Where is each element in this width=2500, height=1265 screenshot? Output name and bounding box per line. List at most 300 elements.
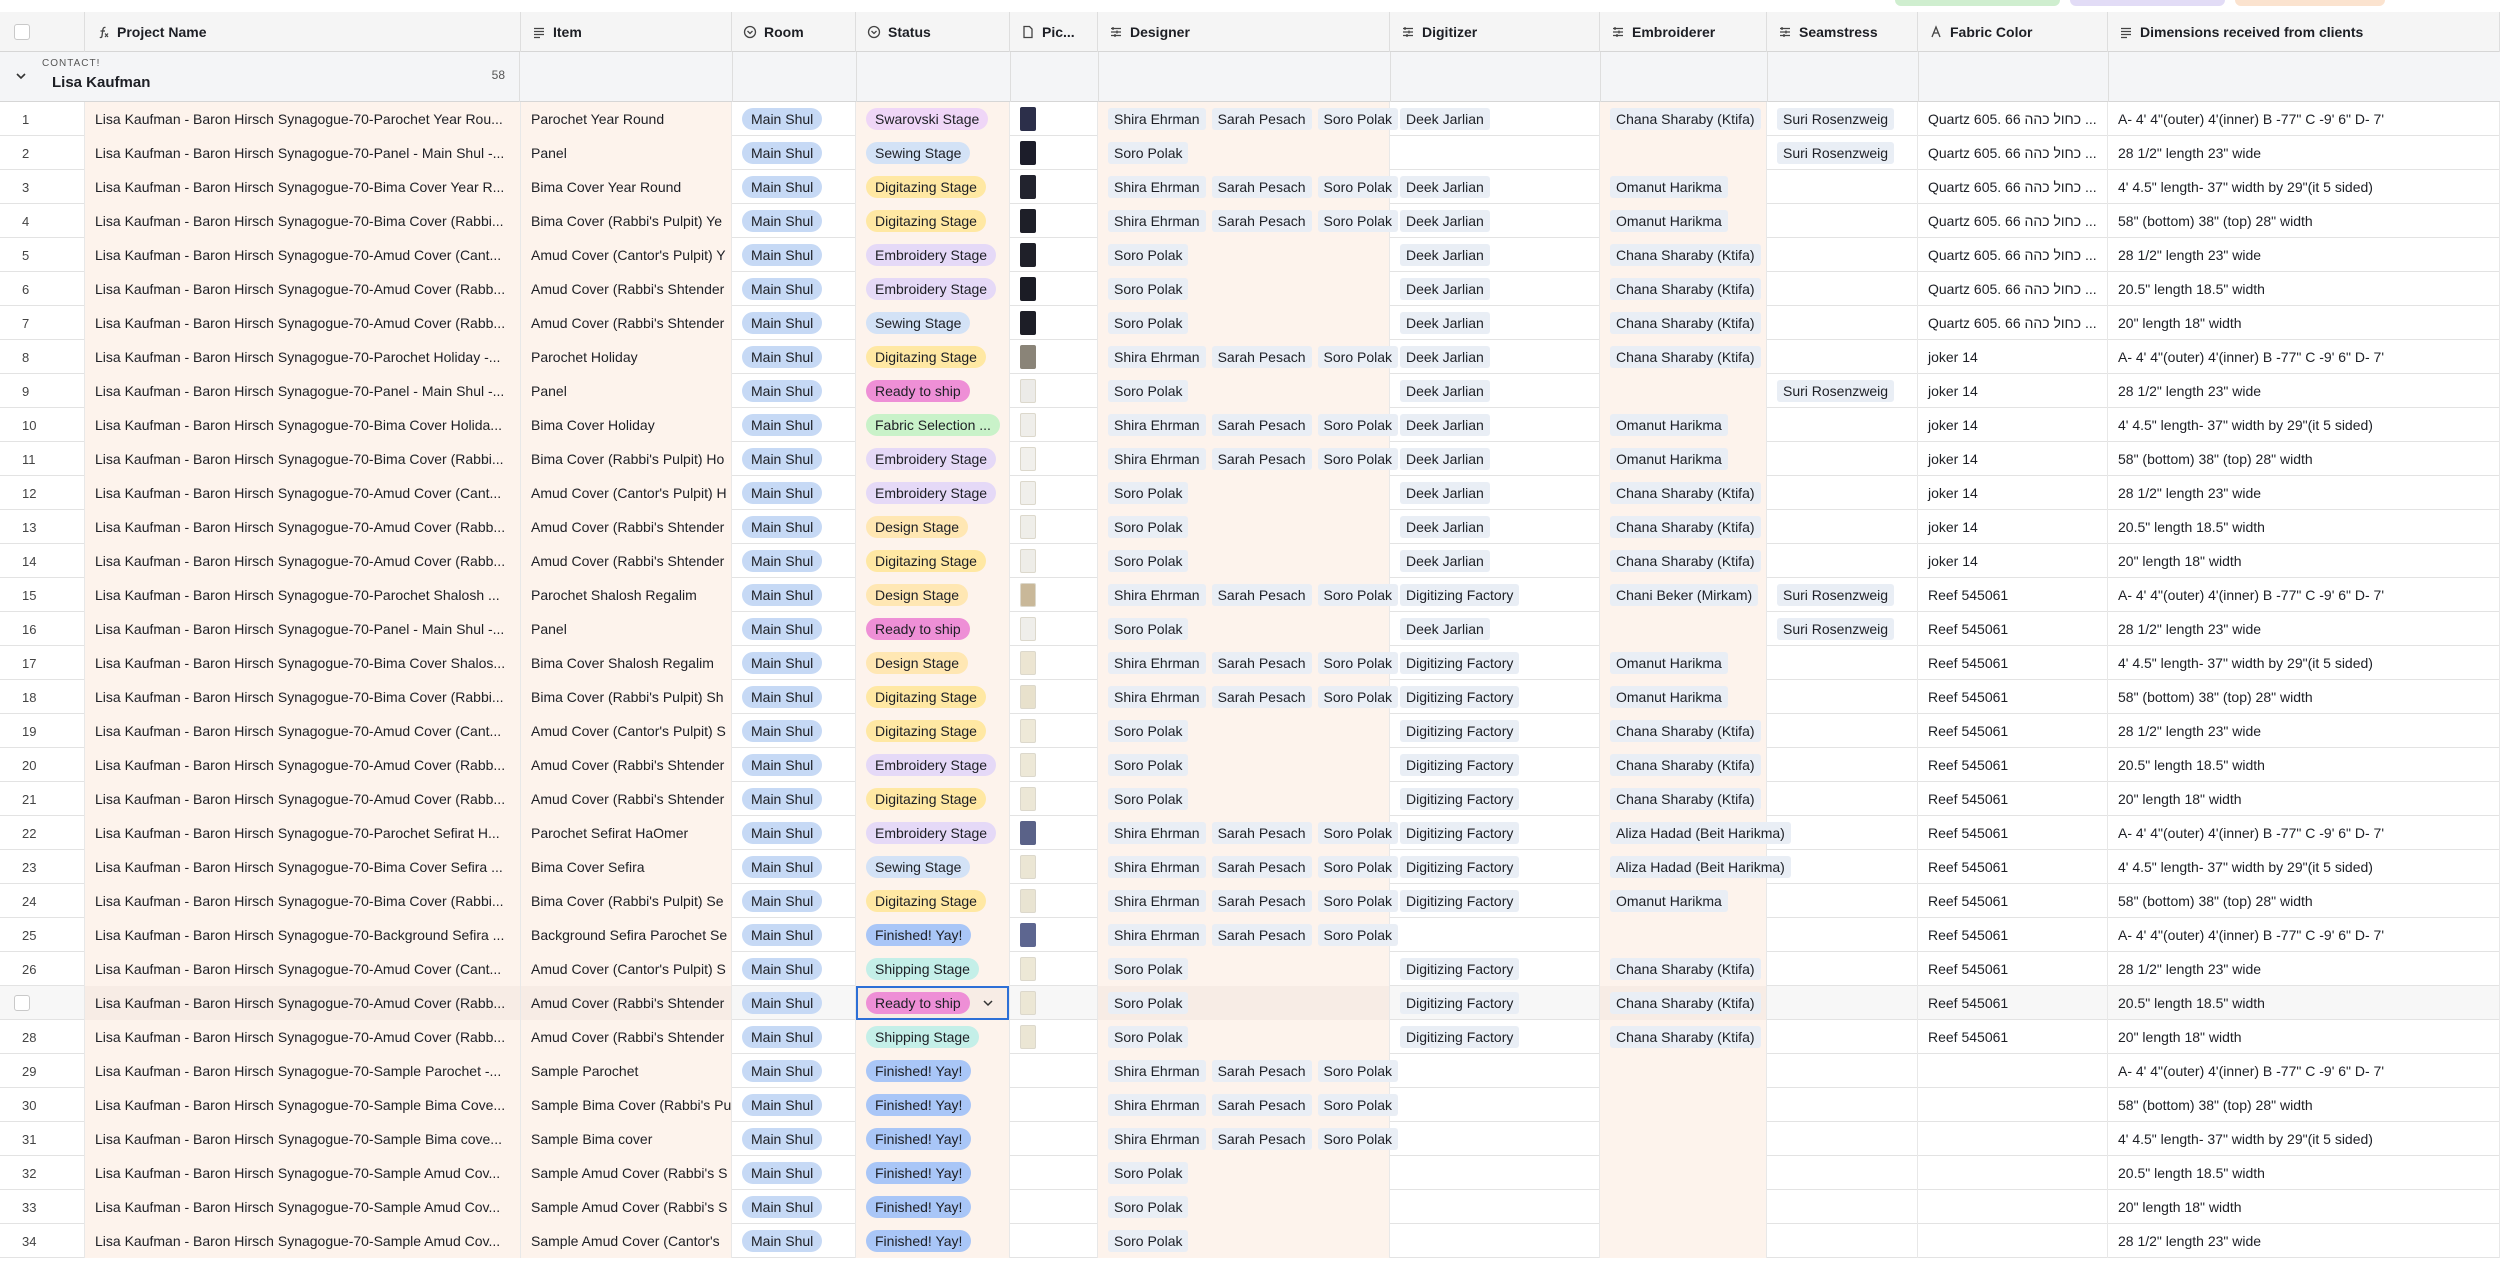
cell-digitizer[interactable] [1390,374,1600,408]
cell-room[interactable] [732,714,856,748]
cell-pic[interactable] [1010,782,1098,816]
cell-item[interactable] [521,1088,732,1122]
cell-item[interactable] [521,408,732,442]
cell-digitizer[interactable] [1390,442,1600,476]
cell-seamstress[interactable] [1767,884,1918,918]
cell-designer[interactable] [1098,1190,1390,1224]
cell-dims[interactable] [2108,986,2500,1020]
cell-room[interactable] [732,1122,856,1156]
table-row[interactable] [0,170,2500,204]
cell-embroiderer[interactable] [1600,408,1767,442]
cell-status[interactable] [856,340,1010,374]
cell-dims[interactable] [2108,136,2500,170]
cell-item[interactable] [521,680,732,714]
cell-project[interactable] [85,816,521,850]
cell-seamstress[interactable] [1767,986,1918,1020]
cell-designer[interactable] [1098,952,1390,986]
cell-fabric[interactable] [1918,1020,2108,1054]
cell-room[interactable] [732,748,856,782]
table-row[interactable] [0,476,2500,510]
cell-seamstress[interactable] [1767,952,1918,986]
table-row[interactable] [0,714,2500,748]
cell-pic[interactable] [1010,1020,1098,1054]
cell-item[interactable] [521,510,732,544]
table-row[interactable] [0,408,2500,442]
cell-item[interactable] [521,476,732,510]
cell-room[interactable] [732,170,856,204]
cell-project[interactable] [85,612,521,646]
cell-designer[interactable] [1098,1122,1393,1156]
cell-room[interactable] [732,102,856,136]
cell-project[interactable] [85,374,521,408]
cell-seamstress[interactable] [1767,510,1918,544]
attachment-thumbnail[interactable] [1020,209,1036,233]
cell-fabric[interactable] [1918,680,2108,714]
cell-project[interactable] [85,340,521,374]
cell-dims[interactable] [2108,1088,2500,1122]
cell-pic[interactable] [1010,374,1098,408]
cell-project[interactable] [85,442,521,476]
cell-room[interactable] [732,1224,856,1258]
cell-digitizer[interactable] [1390,918,1600,952]
cell-status[interactable] [856,748,1010,782]
cell-item[interactable] [521,272,732,306]
cell-item[interactable] [521,612,732,646]
cell-project[interactable] [85,1156,521,1190]
cell-designer[interactable] [1098,136,1390,170]
cell-digitizer[interactable] [1390,884,1600,918]
attachment-thumbnail[interactable] [1020,413,1036,437]
cell-designer[interactable] [1098,374,1390,408]
cell-item[interactable] [521,306,732,340]
cell-pic[interactable] [1010,340,1098,374]
cell-digitizer[interactable] [1390,1122,1600,1156]
cell-designer[interactable] [1098,918,1393,952]
cell-seamstress[interactable] [1767,136,1918,170]
column-header-embroiderer[interactable] [1600,12,1767,52]
cell-project[interactable] [85,680,521,714]
cell-item[interactable] [521,544,732,578]
cell-seamstress[interactable] [1767,102,1918,136]
cell-room[interactable] [732,306,856,340]
cell-dims[interactable] [2108,952,2500,986]
cell-embroiderer[interactable] [1600,918,1767,952]
cell-embroiderer[interactable] [1600,204,1767,238]
attachment-thumbnail[interactable] [1020,957,1036,981]
cell-room[interactable] [732,782,856,816]
cell-status[interactable] [856,510,1010,544]
cell-project[interactable] [85,544,521,578]
attachment-thumbnail[interactable] [1020,685,1036,709]
cell-item[interactable] [521,816,732,850]
cell-dims[interactable] [2108,102,2500,136]
cell-room[interactable] [732,374,856,408]
cell-designer[interactable] [1098,1020,1390,1054]
cell-seamstress[interactable] [1767,340,1918,374]
cell-room[interactable] [732,1020,856,1054]
cell-seamstress[interactable] [1767,374,1918,408]
cell-seamstress[interactable] [1767,714,1918,748]
cell-fabric[interactable] [1918,748,2108,782]
cell-fabric[interactable] [1918,816,2108,850]
attachment-thumbnail[interactable] [1020,821,1036,845]
table-row[interactable] [0,952,2500,986]
table-row[interactable] [0,748,2500,782]
column-header-status[interactable] [856,12,1010,52]
cell-embroiderer[interactable] [1600,238,1767,272]
cell-seamstress[interactable] [1767,782,1918,816]
cell-seamstress[interactable] [1767,850,1918,884]
table-row[interactable] [0,1020,2500,1054]
cell-item[interactable] [521,1054,732,1088]
cell-digitizer[interactable] [1390,1020,1600,1054]
cell-fabric[interactable] [1918,204,2108,238]
cell-seamstress[interactable] [1767,646,1918,680]
cell-fabric[interactable] [1918,1122,2108,1156]
cell-project[interactable] [85,1190,521,1224]
select-all-checkbox[interactable] [14,24,30,40]
cell-designer[interactable] [1098,306,1390,340]
cell-seamstress[interactable] [1767,204,1918,238]
cell-status[interactable] [856,476,1010,510]
cell-project[interactable] [85,782,521,816]
cell-digitizer[interactable] [1390,306,1600,340]
cell-designer[interactable] [1098,544,1390,578]
cell-dims[interactable] [2108,884,2500,918]
cell-fabric[interactable] [1918,374,2108,408]
cell-dims[interactable] [2108,680,2500,714]
cell-pic[interactable] [1010,850,1098,884]
cell-dims[interactable] [2108,1122,2500,1156]
cell-room[interactable] [732,850,856,884]
cell-item[interactable] [521,782,732,816]
cell-project[interactable] [85,510,521,544]
cell-embroiderer[interactable] [1600,986,1767,1020]
cell-embroiderer[interactable] [1600,714,1767,748]
cell-room[interactable] [732,510,856,544]
cell-project[interactable] [85,986,521,1020]
cell-status[interactable] [856,170,1010,204]
cell-embroiderer[interactable] [1600,850,1785,884]
cell-embroiderer[interactable] [1600,646,1767,680]
cell-seamstress[interactable] [1767,238,1918,272]
cell-dims[interactable] [2108,850,2500,884]
attachment-thumbnail[interactable] [1020,583,1036,607]
attachment-thumbnail[interactable] [1020,515,1036,539]
cell-fabric[interactable] [1918,850,2108,884]
cell-pic[interactable] [1010,306,1098,340]
cell-pic[interactable] [1010,136,1098,170]
cell-seamstress[interactable] [1767,578,1918,612]
cell-room[interactable] [732,204,856,238]
attachment-thumbnail[interactable] [1020,889,1036,913]
cell-designer[interactable] [1098,408,1393,442]
cell-dims[interactable] [2108,238,2500,272]
cell-pic[interactable] [1010,612,1098,646]
cell-dims[interactable] [2108,714,2500,748]
attachment-thumbnail[interactable] [1020,991,1036,1015]
table-row[interactable] [0,612,2500,646]
cell-project[interactable] [85,578,521,612]
cell-room[interactable] [732,612,856,646]
cell-dims[interactable] [2108,918,2500,952]
cell-fabric[interactable] [1918,918,2108,952]
cell-dims[interactable] [2108,612,2500,646]
attachment-thumbnail[interactable] [1020,617,1036,641]
attachment-thumbnail[interactable] [1020,855,1036,879]
cell-fabric[interactable] [1918,578,2108,612]
table-row[interactable] [0,918,2500,952]
cell-seamstress[interactable] [1767,544,1918,578]
cell-seamstress[interactable] [1767,918,1918,952]
cell-item[interactable] [521,442,732,476]
cell-room[interactable] [732,544,856,578]
column-header-digitizer[interactable] [1390,12,1600,52]
cell-room[interactable] [732,408,856,442]
cell-item[interactable] [521,646,732,680]
cell-seamstress[interactable] [1767,1020,1918,1054]
cell-item[interactable] [521,136,732,170]
cell-dims[interactable] [2108,1224,2500,1258]
cell-status[interactable] [856,714,1010,748]
cell-embroiderer[interactable] [1600,442,1767,476]
cell-digitizer[interactable] [1390,1088,1600,1122]
cell-room[interactable] [732,884,856,918]
cell-status[interactable] [856,374,1010,408]
cell-status[interactable] [856,102,1010,136]
cell-digitizer[interactable] [1390,272,1600,306]
cell-fabric[interactable] [1918,884,2108,918]
cell-status[interactable] [856,612,1010,646]
cell-project[interactable] [85,1122,521,1156]
cell-project[interactable] [85,1054,521,1088]
cell-fabric[interactable] [1918,1088,2108,1122]
column-header-room[interactable] [732,12,856,52]
cell-status[interactable] [856,1224,1010,1258]
attachment-thumbnail[interactable] [1020,243,1036,267]
cell-dims[interactable] [2108,748,2500,782]
cell-fabric[interactable] [1918,306,2108,340]
cell-seamstress[interactable] [1767,612,1918,646]
table-row[interactable] [0,238,2500,272]
cell-item[interactable] [521,714,732,748]
cell-room[interactable] [732,952,856,986]
column-header-pic[interactable] [1010,12,1098,52]
table-row[interactable] [0,850,2500,884]
cell-item[interactable] [521,1020,732,1054]
cell-digitizer[interactable] [1390,340,1600,374]
table-row[interactable] [0,680,2500,714]
cell-seamstress[interactable] [1767,1190,1918,1224]
cell-embroiderer[interactable] [1600,510,1767,544]
cell-pic[interactable] [1010,646,1098,680]
attachment-thumbnail[interactable] [1020,651,1036,675]
table-row[interactable] [0,1122,2500,1156]
cell-item[interactable] [521,1224,732,1258]
cell-seamstress[interactable] [1767,442,1918,476]
cell-fabric[interactable] [1918,170,2108,204]
table-row[interactable] [0,306,2500,340]
cell-fabric[interactable] [1918,136,2108,170]
cell-designer[interactable] [1098,884,1393,918]
attachment-thumbnail[interactable] [1020,447,1036,471]
column-header-designer[interactable] [1098,12,1390,52]
cell-dims[interactable] [2108,646,2500,680]
cell-designer[interactable] [1098,1224,1390,1258]
cell-status[interactable] [856,816,1010,850]
cell-status[interactable] [856,238,1010,272]
cell-room[interactable] [732,578,856,612]
cell-room[interactable] [732,238,856,272]
cell-project[interactable] [85,646,521,680]
cell-designer[interactable] [1098,204,1393,238]
cell-project[interactable] [85,306,521,340]
cell-seamstress[interactable] [1767,748,1918,782]
table-row[interactable] [0,272,2500,306]
cell-status[interactable] [856,918,1010,952]
cell-digitizer[interactable] [1390,1190,1600,1224]
cell-item[interactable] [521,374,732,408]
attachment-thumbnail[interactable] [1020,311,1036,335]
cell-fabric[interactable] [1918,442,2108,476]
cell-room[interactable] [732,340,856,374]
cell-digitizer[interactable] [1390,646,1600,680]
cell-pic[interactable] [1010,442,1098,476]
cell-designer[interactable] [1098,816,1393,850]
column-header-item[interactable] [521,12,732,52]
cell-dims[interactable] [2108,578,2500,612]
cell-embroiderer[interactable] [1600,748,1767,782]
cell-project[interactable] [85,136,521,170]
cell-embroiderer[interactable] [1600,476,1767,510]
cell-seamstress[interactable] [1767,1122,1918,1156]
table-row[interactable] [0,374,2500,408]
cell-pic[interactable] [1010,1224,1098,1258]
cell-embroiderer[interactable] [1600,544,1767,578]
cell-item[interactable] [521,238,732,272]
cell-room[interactable] [732,646,856,680]
cell-project[interactable] [85,1020,521,1054]
cell-pic[interactable] [1010,952,1098,986]
cell-seamstress[interactable] [1767,1088,1918,1122]
cell-room[interactable] [732,1190,856,1224]
cell-status[interactable] [856,986,1010,1020]
cell-seamstress[interactable] [1767,170,1918,204]
cell-status[interactable] [856,952,1010,986]
cell-embroiderer[interactable] [1600,1054,1767,1088]
cell-digitizer[interactable] [1390,816,1600,850]
cell-digitizer[interactable] [1390,170,1600,204]
cell-digitizer[interactable] [1390,408,1600,442]
cell-seamstress[interactable] [1767,816,1918,850]
cell-seamstress[interactable] [1767,306,1918,340]
cell-item[interactable] [521,1156,732,1190]
attachment-thumbnail[interactable] [1020,753,1036,777]
cell-status[interactable] [856,680,1010,714]
cell-designer[interactable] [1098,476,1390,510]
cell-dims[interactable] [2108,1156,2500,1190]
cell-project[interactable] [85,918,521,952]
cell-dims[interactable] [2108,306,2500,340]
cell-designer[interactable] [1098,102,1393,136]
cell-project[interactable] [85,238,521,272]
cell-status[interactable] [856,1054,1010,1088]
table-row[interactable] [0,204,2500,238]
cell-project[interactable] [85,272,521,306]
cell-pic[interactable] [1010,884,1098,918]
cell-fabric[interactable] [1918,272,2108,306]
cell-pic[interactable] [1010,1190,1098,1224]
cell-pic[interactable] [1010,918,1098,952]
cell-fabric[interactable] [1918,646,2108,680]
cell-fabric[interactable] [1918,544,2108,578]
cell-designer[interactable] [1098,714,1390,748]
cell-status[interactable] [856,544,1010,578]
cell-designer[interactable] [1098,510,1390,544]
cell-fabric[interactable] [1918,1054,2108,1088]
table-row[interactable] [0,782,2500,816]
cell-embroiderer[interactable] [1600,136,1767,170]
cell-room[interactable] [732,1054,856,1088]
attachment-thumbnail[interactable] [1020,277,1036,301]
cell-digitizer[interactable] [1390,476,1600,510]
cell-room[interactable] [732,1156,856,1190]
cell-digitizer[interactable] [1390,850,1600,884]
cell-embroiderer[interactable] [1600,884,1767,918]
cell-item[interactable] [521,170,732,204]
cell-project[interactable] [85,102,521,136]
cell-dims[interactable] [2108,544,2500,578]
cell-pic[interactable] [1010,1088,1098,1122]
cell-status[interactable] [856,408,1010,442]
cell-designer[interactable] [1098,1088,1393,1122]
table-row[interactable] [0,136,2500,170]
cell-embroiderer[interactable] [1600,578,1767,612]
cell-dims[interactable] [2108,510,2500,544]
cell-dims[interactable] [2108,782,2500,816]
cell-project[interactable] [85,714,521,748]
cell-designer[interactable] [1098,782,1390,816]
column-header-project[interactable] [85,12,521,52]
cell-status[interactable] [856,1122,1010,1156]
cell-pic[interactable] [1010,204,1098,238]
cell-project[interactable] [85,408,521,442]
attachment-thumbnail[interactable] [1020,481,1036,505]
cell-status[interactable] [856,204,1010,238]
table-row[interactable] [0,986,2500,1020]
attachment-thumbnail[interactable] [1020,379,1036,403]
cell-designer[interactable] [1098,986,1390,1020]
cell-digitizer[interactable] [1390,1054,1600,1088]
cell-digitizer[interactable] [1390,102,1600,136]
cell-project[interactable] [85,748,521,782]
table-row[interactable] [0,544,2500,578]
table-row[interactable] [0,1054,2500,1088]
cell-project[interactable] [85,476,521,510]
cell-designer[interactable] [1098,612,1390,646]
cell-seamstress[interactable] [1767,476,1918,510]
cell-dims[interactable] [2108,1190,2500,1224]
cell-digitizer[interactable] [1390,782,1600,816]
cell-room[interactable] [732,476,856,510]
cell-room[interactable] [732,136,856,170]
cell-digitizer[interactable] [1390,1224,1600,1258]
cell-status[interactable] [856,1020,1010,1054]
cell-pic[interactable] [1010,476,1098,510]
table-row[interactable] [0,510,2500,544]
attachment-thumbnail[interactable] [1020,345,1036,369]
cell-embroiderer[interactable] [1600,170,1767,204]
